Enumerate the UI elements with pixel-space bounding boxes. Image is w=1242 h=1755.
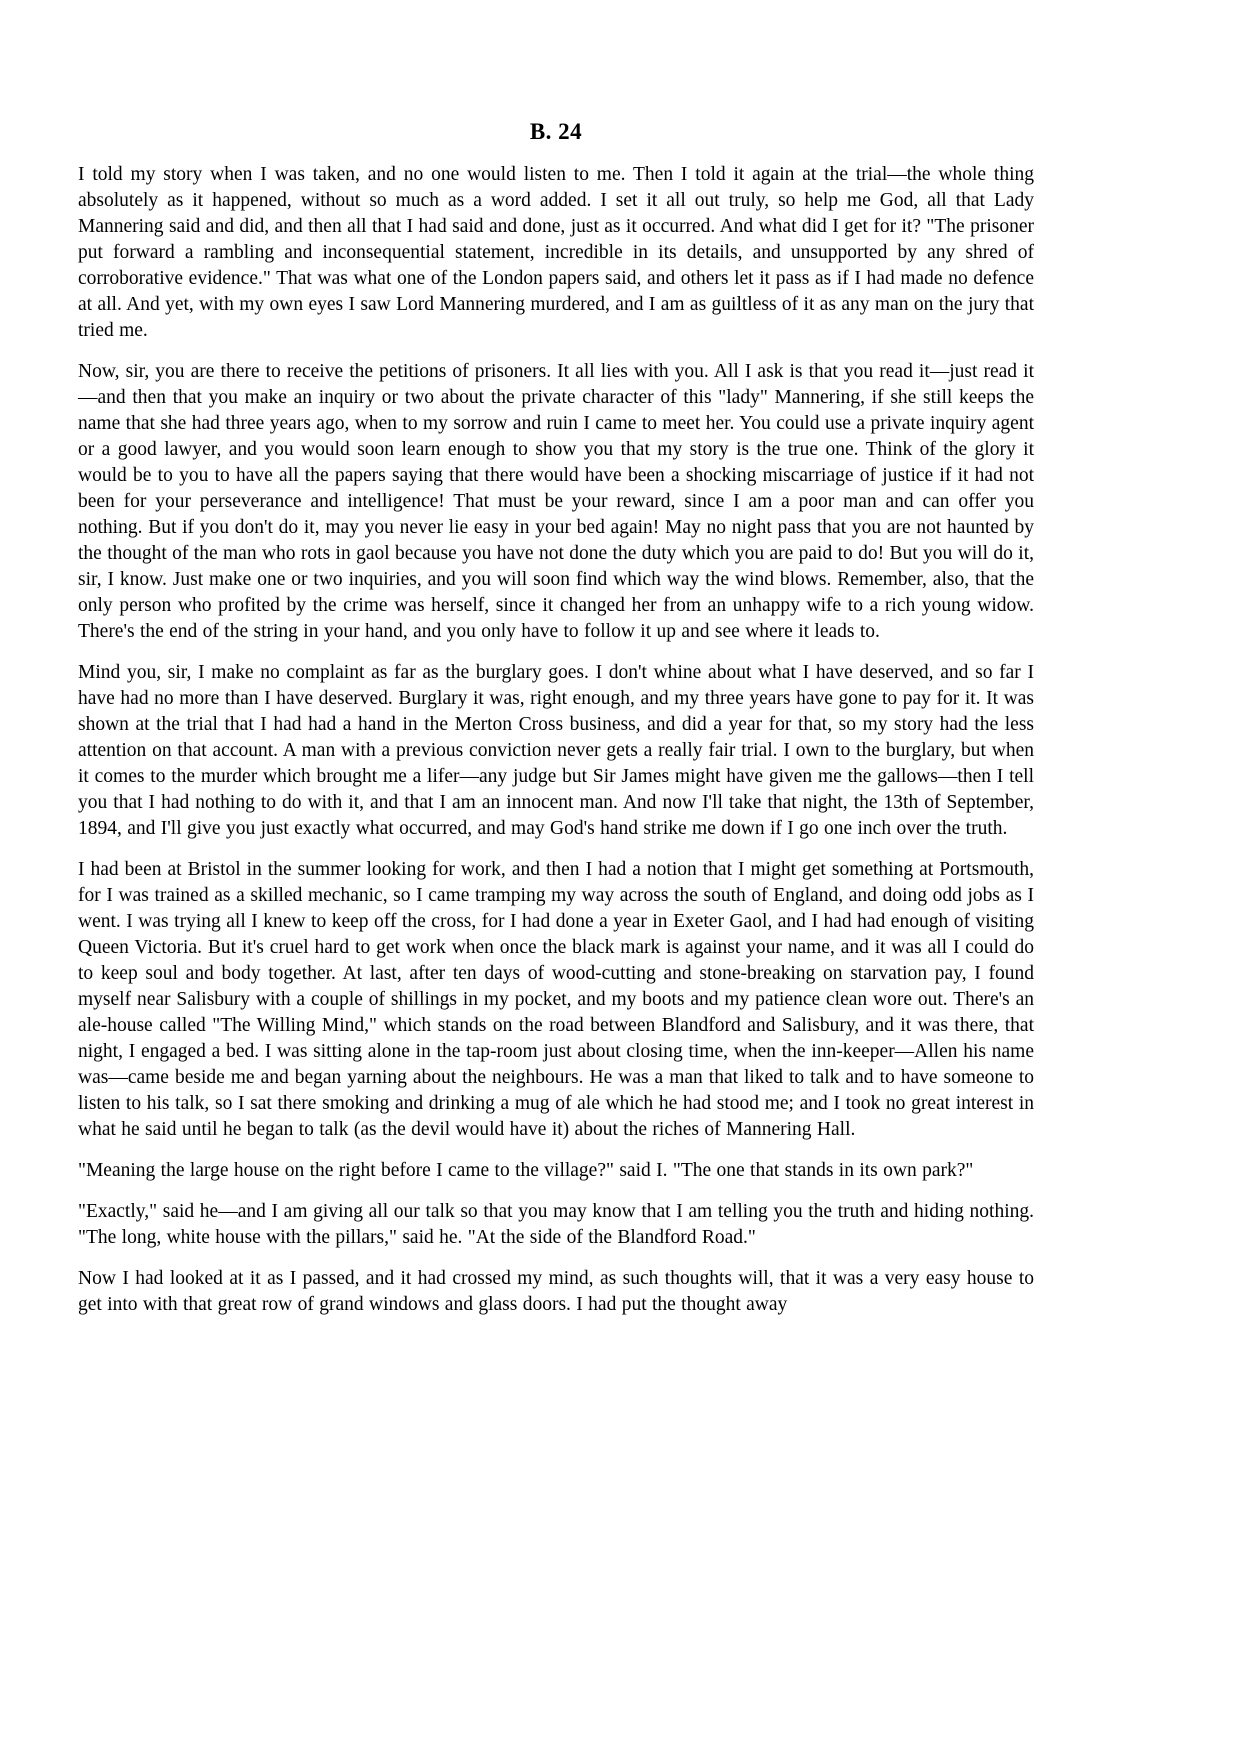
paragraph: Mind you, sir, I make no complaint as far as the burglary goes. I don't whine about what I have deserved, and so far I have had no more than I have deserved. Burglary it was, right enough, and my three years have gone to pay for it. It was shown at the trial that I had had a hand in the Merton Cross business, and did a year for that, so my story had the less attention on that account. A man with a previous conviction never gets a really fair trial. I own to the burglary, but when it comes to the murder which brought me a lifer—any judge but Sir James might have given me the gallows—then I tell you that I had nothing to do with it, and that I am an innocent man. And now I'll take that night, the 13th of September, 1894, and I'll give you just exactly what occurred, and may God's hand strike me down if I go one inch over the truth.	[78, 662, 1034, 839]
paragraph: Now, sir, you are there to receive the petitions of prisoners. It all lies with you. All I ask is that you read it—just read it—and then that you make an inquiry or two about the private character of this "lady" Mannering, if she still keeps the name that she had three years ago, when to my sorrow and ruin I came to meet her. You could use a private inquiry agent or a good lawyer, and you would soon learn enough to show you that my story is the true one. Think of the glory it would be to you to have all the papers saying that there would have been a shocking miscarriage of justice if it had not been for your perseverance and intelligence! That must be your reward, since I am a poor man and can offer you nothing. But if you don't do it, may you never lie easy in your bed again! May no night pass that you are not haunted by the thought of the man who rots in gaol because you have not done the duty which you are paid to do! But you will do it, sir, I know. Just make one or two inquiries, and you will soon find which way the wind blows. Remember, also, that the only person who profited by the crime was herself, since it changed her from an unhappy wife to a rich young widow. There's the end of the string in your hand, and you only have to follow it up and see where it leads to.	[78, 361, 1034, 642]
paragraph: "Meaning the large house on the right before I came to the village?" said I. "The one that stands in its own park?"	[78, 1160, 974, 1181]
paragraph: I had been at Bristol in the summer looking for work, and then I had a notion that I might get something at Portsmouth, for I was trained as a skilled mechanic, so I came tramping my way across the south of England, and doing odd jobs as I went. I was trying all I knew to keep off the cross, for I had done a year in Exeter Gaol, and I had had enough of visiting Queen Victoria. But it's cruel hard to get work when once the black mark is against your name, and it was all I could do to keep soul and body together. At last, after ten days of wood-cutting and stone-breaking on starvation pay, I found myself near Salisbury with a couple of shillings in my pocket, and my boots and my patience clean wore out. There's an ale-house called "The Willing Mind," which stands on the road between Blandford and Salisbury, and it was there, that night, I engaged a bed. I was sitting alone in the tap-room just about closing time, when the inn-keeper—Allen his name was—came beside me and began yarning about the neighbours. He was a man that liked to talk and to have someone to listen to his talk, so I sat there smoking and drinking a mug of ale which he had stood me; and I took no great interest in what he said until he began to talk (as the devil would have it) about the riches of Mannering Hall.	[78, 859, 1034, 1140]
page-title: B. 24	[529, 119, 583, 144]
paragraph: I told my story when I was taken, and no one would listen to me. Then I told it again at the trial—the whole thing absolutely as it happened, without so much as a word added. I set it all out truly, so help me God, all that Lady Mannering said and did, and then all that I had said and done, just as it occurred. And what did I get for it? "The prisoner put forward a rambling and inconsequential statement, incredible in its details, and unsupported by any shred of corroborative evidence." That was what one of the London papers said, and others let it pass as if I had made no defence at all. And yet, with my own eyes I saw Lord Mannering murdered, and I am as guiltless of it as any man on the jury that tried me.	[78, 164, 1034, 341]
paragraph: "Exactly," said he—and I am giving all our talk so that you may know that I am telling you the truth and hiding nothing. "The long, white house with the pillars," said he. "At the side of the Blandford Road."	[78, 1201, 1034, 1248]
paragraph: Now I had looked at it as I passed, and it had crossed my mind, as such thoughts will, that it was a very easy house to get into with that great row of grand windows and glass doors. I had put the thought away	[78, 1268, 1034, 1315]
